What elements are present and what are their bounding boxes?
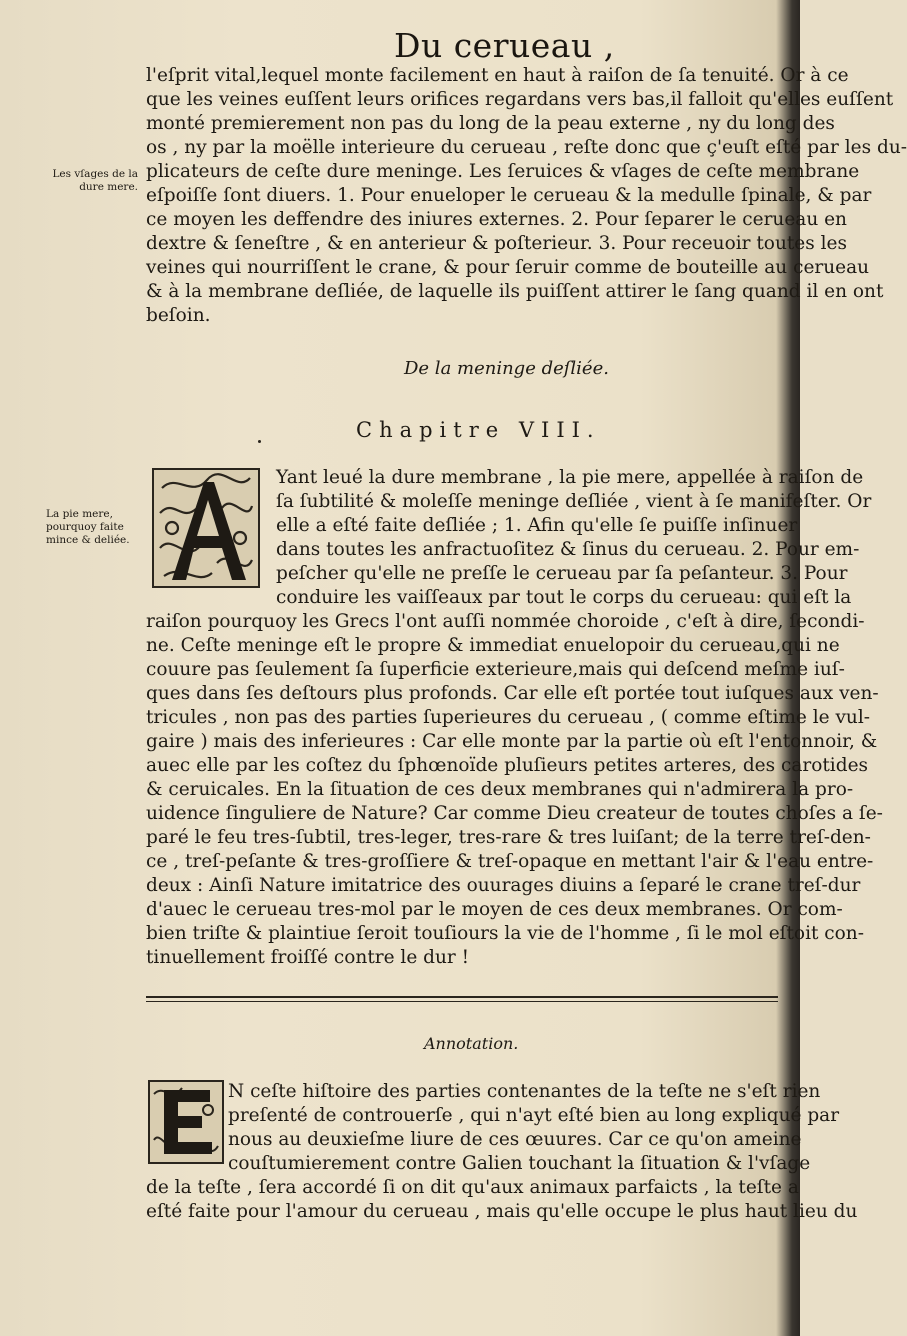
margin-note-dure-mere: Les vſages de la dure mere. bbox=[52, 168, 138, 193]
text-line: tinuellement froiſſé contre le dur ! bbox=[146, 947, 470, 968]
text-line: beſoin. bbox=[146, 305, 211, 326]
text-line: deux : Ainſi Nature imitatrice des ouurages diuins a ſeparé le crane treſ-dur bbox=[146, 875, 861, 896]
text-line: preſenté de controuerſe , qui n'ayt eſté bien au long expliqué par bbox=[228, 1105, 840, 1126]
text-line: auec elle par les coſtez du ſphœnoïde pluſieurs petites arteres, des carotides bbox=[146, 755, 869, 776]
text-line: nous au deuxieſme liure de ces œuures. Car ce qu'on ameine bbox=[228, 1129, 802, 1150]
section-divider bbox=[146, 996, 778, 998]
text-line: raiſon pourquoy les Grecs l'ont auſſi nommée choroide , c'eſt à dire, ſecondi- bbox=[146, 611, 865, 632]
decorated-initial-a bbox=[152, 468, 260, 588]
text-line: conduire les vaiſſeaux par tout le corps du cerueau: qui eſt la bbox=[276, 587, 852, 608]
annotation-heading: Annotation. bbox=[424, 1034, 519, 1053]
text-line: paré le feu tres-ſubtil, tres-leger, tres-rare & tres luiſant; de la terre treſ-den- bbox=[146, 827, 871, 848]
text-line: bien triſte & plaintiue ſeroit touſiours la vie de l'homme , ſi le mol eſtoit con- bbox=[146, 923, 864, 944]
text-line: que les veines euſſent leurs orifices regardans vers bas,il falloit qu'elles euſſent bbox=[146, 89, 894, 110]
ink-speck bbox=[258, 440, 261, 443]
text-line: os , ny par la moëlle interieure du cerueau , reſte donc que ç'euſt eſté par les du- bbox=[146, 137, 907, 158]
text-line: peſcher qu'elle ne preſſe le cerueau par ſa peſanteur. 3. Pour bbox=[276, 563, 848, 584]
chapter-title: Chapitre VIII. bbox=[356, 418, 601, 442]
text-line: ſa ſubtilité & moleſſe meninge deſliée , vient à ſe manifeſter. Or bbox=[276, 491, 872, 512]
text-line: eſté faite pour l'amour du cerueau , mais qu'elle occupe le plus haut lieu du bbox=[146, 1201, 858, 1222]
text-line: gaire ) mais des inferieures : Car elle monte par la partie où eſt l'entonnoir, & bbox=[146, 731, 878, 752]
text-line: tricules , non pas des parties ſuperieures du cerueau , ( comme eſtime le vul- bbox=[146, 707, 871, 728]
decorated-initial-e bbox=[148, 1080, 224, 1164]
section-divider-thin bbox=[146, 1001, 778, 1002]
text-line: eſpoiſſe ſont diuers. 1. Pour enueloper le cerueau & la medulle ſpinale, & par bbox=[146, 185, 872, 206]
text-line: N ceſte hiſtoire des parties contenantes de la teſte ne s'eſt rien bbox=[228, 1081, 821, 1102]
text-line: & à la membrane deſliée, de laquelle ils puiſſent attirer le ſang quand il en ont bbox=[146, 281, 884, 302]
text-line: couure pas ſeulement ſa ſuperficie exterieure,mais qui deſcend meſme iuſ- bbox=[146, 659, 845, 680]
text-line: de la teſte , ſera accordé ſi on dit qu'aux animaux parfaicts , la teſte a bbox=[146, 1177, 799, 1198]
text-line: elle a eſté faite deſliée ; 1. Afin qu'elle ſe puiſſe inſinuer bbox=[276, 515, 798, 536]
text-line: ce moyen les deffendre des iniures externes. 2. Pour ſeparer le cerueau en bbox=[146, 209, 847, 230]
text-line: ques dans ſes deſtours plus profonds. Car elle eſt portée tout iuſques aux ven- bbox=[146, 683, 879, 704]
text-line: & ceruicales. En la ſituation de ces deux membranes qui n'admirera la pro- bbox=[146, 779, 854, 800]
text-line: uidence ſinguliere de Nature? Car comme Dieu createur de toutes choſes a ſe- bbox=[146, 803, 883, 824]
text-line: plicateurs de ceſte dure meninge. Les ſeruices & vſages de ceſte membrane bbox=[146, 161, 860, 182]
running-head: Du cerueau , bbox=[394, 26, 615, 65]
text-line: couſtumierement contre Galien touchant la ſituation & l'vſage bbox=[228, 1153, 811, 1174]
margin-note-pie-mere: La pie mere, pourquoy faite mince & deliée. bbox=[46, 508, 130, 546]
text-line: l'eſprit vital,lequel monte facilement en haut à raiſon de ſa tenuité. Or à ce bbox=[146, 65, 849, 86]
section-subheading: De la meninge deſliée. bbox=[404, 358, 609, 379]
text-line: veines qui nourriſſent le crane, & pour ſeruir comme de bouteille au cerueau bbox=[146, 257, 870, 278]
text-line: dans toutes les anfractuoſitez & ſinus du cerueau. 2. Pour em- bbox=[276, 539, 860, 560]
text-line: dextre & ſeneſtre , & en anterieur & poſterieur. 3. Pour receuoir toutes les bbox=[146, 233, 847, 254]
text-line: monté premierement non pas du long de la peau externe , ny du long des bbox=[146, 113, 835, 134]
text-line: ne. Ceſte meninge eſt le propre & immediat enuelopoir du cerueau,qui ne bbox=[146, 635, 840, 656]
text-line: d'auec le cerueau tres-mol par le moyen de ces deux membranes. Or com- bbox=[146, 899, 843, 920]
text-line: Yant leué la dure membrane , la pie mere, appellée à raiſon de bbox=[276, 467, 864, 488]
text-line: ce , treſ-peſante & tres-groſſiere & treſ-opaque en mettant l'air & l'eau entre- bbox=[146, 851, 874, 872]
